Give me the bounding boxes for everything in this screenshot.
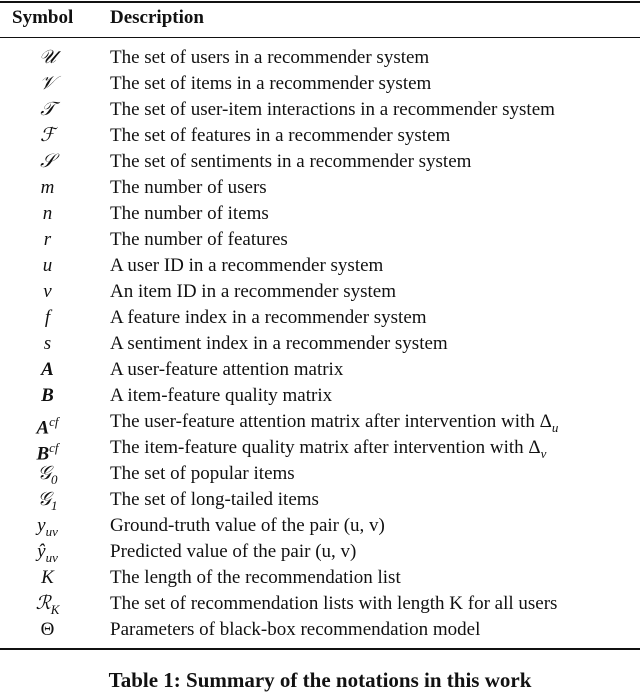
description: The number of users [110, 177, 267, 198]
table-row [0, 71, 640, 97]
description-cell [110, 539, 356, 565]
description-cell [110, 71, 431, 97]
symbol-subscript: 1 [51, 497, 58, 513]
table-row [0, 97, 640, 123]
description-cell [110, 201, 269, 227]
symbol: B [36, 443, 50, 465]
table-row [0, 201, 640, 227]
symbol: 𝒮 [40, 151, 55, 172]
description-cell [110, 513, 385, 539]
description: The set of items in a recommender system [110, 73, 432, 94]
description: A user-feature attention matrix [110, 359, 344, 380]
table-row [0, 461, 640, 487]
table-row [0, 383, 640, 409]
symbol: 𝒢 [37, 489, 52, 510]
bottom-rule [0, 648, 640, 650]
table-row [0, 331, 640, 357]
symbol: ℱ [40, 125, 55, 146]
description: A item-feature quality matrix [110, 385, 333, 406]
symbol-cell [0, 279, 95, 305]
table-row [0, 409, 640, 439]
description: The set of features in a recommender system [110, 125, 451, 146]
table-row [0, 305, 640, 331]
symbol-cell [0, 149, 95, 175]
description-cell [110, 487, 319, 513]
table-row [0, 149, 640, 175]
symbol-cell [0, 175, 95, 201]
symbol-cell [0, 71, 95, 97]
symbol-cell [0, 97, 95, 123]
symbol: 𝒰 [38, 47, 57, 68]
table-row [0, 487, 640, 513]
description: The user-feature attention matrix after intervention with Δ [110, 411, 552, 432]
description: The set of sentiments in a recommender system [110, 151, 472, 172]
table-row [0, 435, 640, 465]
symbol: f [44, 307, 51, 328]
description: An item ID in a recommender system [110, 281, 396, 302]
description-cell [110, 123, 450, 149]
symbol-cell [0, 123, 95, 149]
symbol-cell [0, 331, 95, 357]
symbol-cell [0, 565, 95, 591]
table-row [0, 253, 640, 279]
symbol: m [40, 177, 55, 198]
symbol-cell [0, 305, 95, 331]
header-rule [0, 37, 640, 38]
top-rule [0, 1, 640, 3]
description: The set of popular items [110, 463, 295, 484]
symbol: v [43, 281, 52, 302]
description: A user ID in a recommender system [110, 255, 384, 276]
description-cell [110, 175, 267, 201]
symbol-subscript: uv [45, 523, 58, 539]
description: A feature index in a recommender system [110, 307, 427, 328]
header-description: Description [110, 7, 204, 28]
symbol-cell [0, 357, 95, 383]
symbol-subscript: uv [45, 549, 58, 565]
symbol-cell [0, 45, 95, 71]
symbol: K [41, 567, 54, 588]
description-cell [110, 227, 288, 253]
description-cell [110, 617, 480, 643]
symbol: 𝒱 [39, 73, 56, 94]
description-cell [110, 253, 383, 279]
symbol-cell [0, 383, 95, 409]
symbol-cell [0, 253, 95, 279]
description-cell [110, 149, 471, 175]
description-cell [110, 461, 295, 487]
symbol: u [42, 255, 53, 276]
description-cell [110, 565, 401, 591]
table-caption: Table 1: Summary of the notations in this work [108, 668, 532, 692]
description-subscript: u [551, 419, 559, 435]
description: The set of user-item interactions in a recommender system [110, 99, 555, 120]
symbol: s [43, 333, 52, 354]
table-row [0, 45, 640, 71]
description: Ground-truth value of the pair (u, v) [110, 515, 385, 536]
symbol: n [42, 203, 53, 224]
header-symbol: Symbol [12, 7, 74, 28]
description: The set of long-tailed items [110, 489, 319, 510]
symbol-subscript: K [50, 601, 60, 617]
symbol: Θ [40, 619, 55, 640]
symbol-cell [0, 617, 95, 643]
description-cell [110, 45, 429, 71]
symbol: B [41, 385, 54, 406]
description: The number of items [110, 203, 269, 224]
description: Parameters of black-box recommendation model [110, 619, 481, 640]
description: The set of users in a recommender system [110, 47, 430, 68]
symbol: y [37, 515, 46, 536]
table-row [0, 565, 640, 591]
symbol-cell [0, 227, 95, 253]
description-cell [110, 591, 557, 617]
table-row [0, 617, 640, 643]
symbol-cell [0, 201, 95, 227]
symbol: A [36, 417, 50, 439]
symbol: 𝒯 [40, 99, 55, 120]
symbol: 𝒢 [37, 463, 52, 484]
symbol-subscript: 0 [51, 471, 58, 487]
table-row [0, 357, 640, 383]
description: The item-feature quality matrix after intervention with Δ [110, 437, 541, 458]
symbol: ℛ [35, 593, 51, 614]
table-row [0, 513, 640, 539]
table-row [0, 539, 640, 565]
description-cell [110, 357, 343, 383]
symbol: r [43, 229, 52, 250]
symbol: A [41, 359, 54, 380]
description-cell [110, 383, 332, 409]
table-row [0, 591, 640, 617]
description: The set of recommendation lists with length K for all users [110, 593, 558, 614]
description-cell [110, 279, 396, 305]
symbol: ŷ [37, 541, 46, 562]
symbol-superscript: cf [49, 414, 59, 429]
table-row [0, 123, 640, 149]
description-cell [110, 305, 427, 331]
description: The length of the recommendation list [110, 567, 401, 588]
description: The number of features [110, 229, 288, 250]
table-row [0, 227, 640, 253]
description: Predicted value of the pair (u, v) [110, 541, 357, 562]
description-cell [110, 97, 555, 123]
table-row [0, 279, 640, 305]
description: A sentiment index in a recommender system [110, 333, 448, 354]
description-cell [110, 331, 448, 357]
table-row [0, 175, 640, 201]
symbol-superscript: cf [49, 440, 59, 455]
description-subscript: v [540, 445, 547, 461]
